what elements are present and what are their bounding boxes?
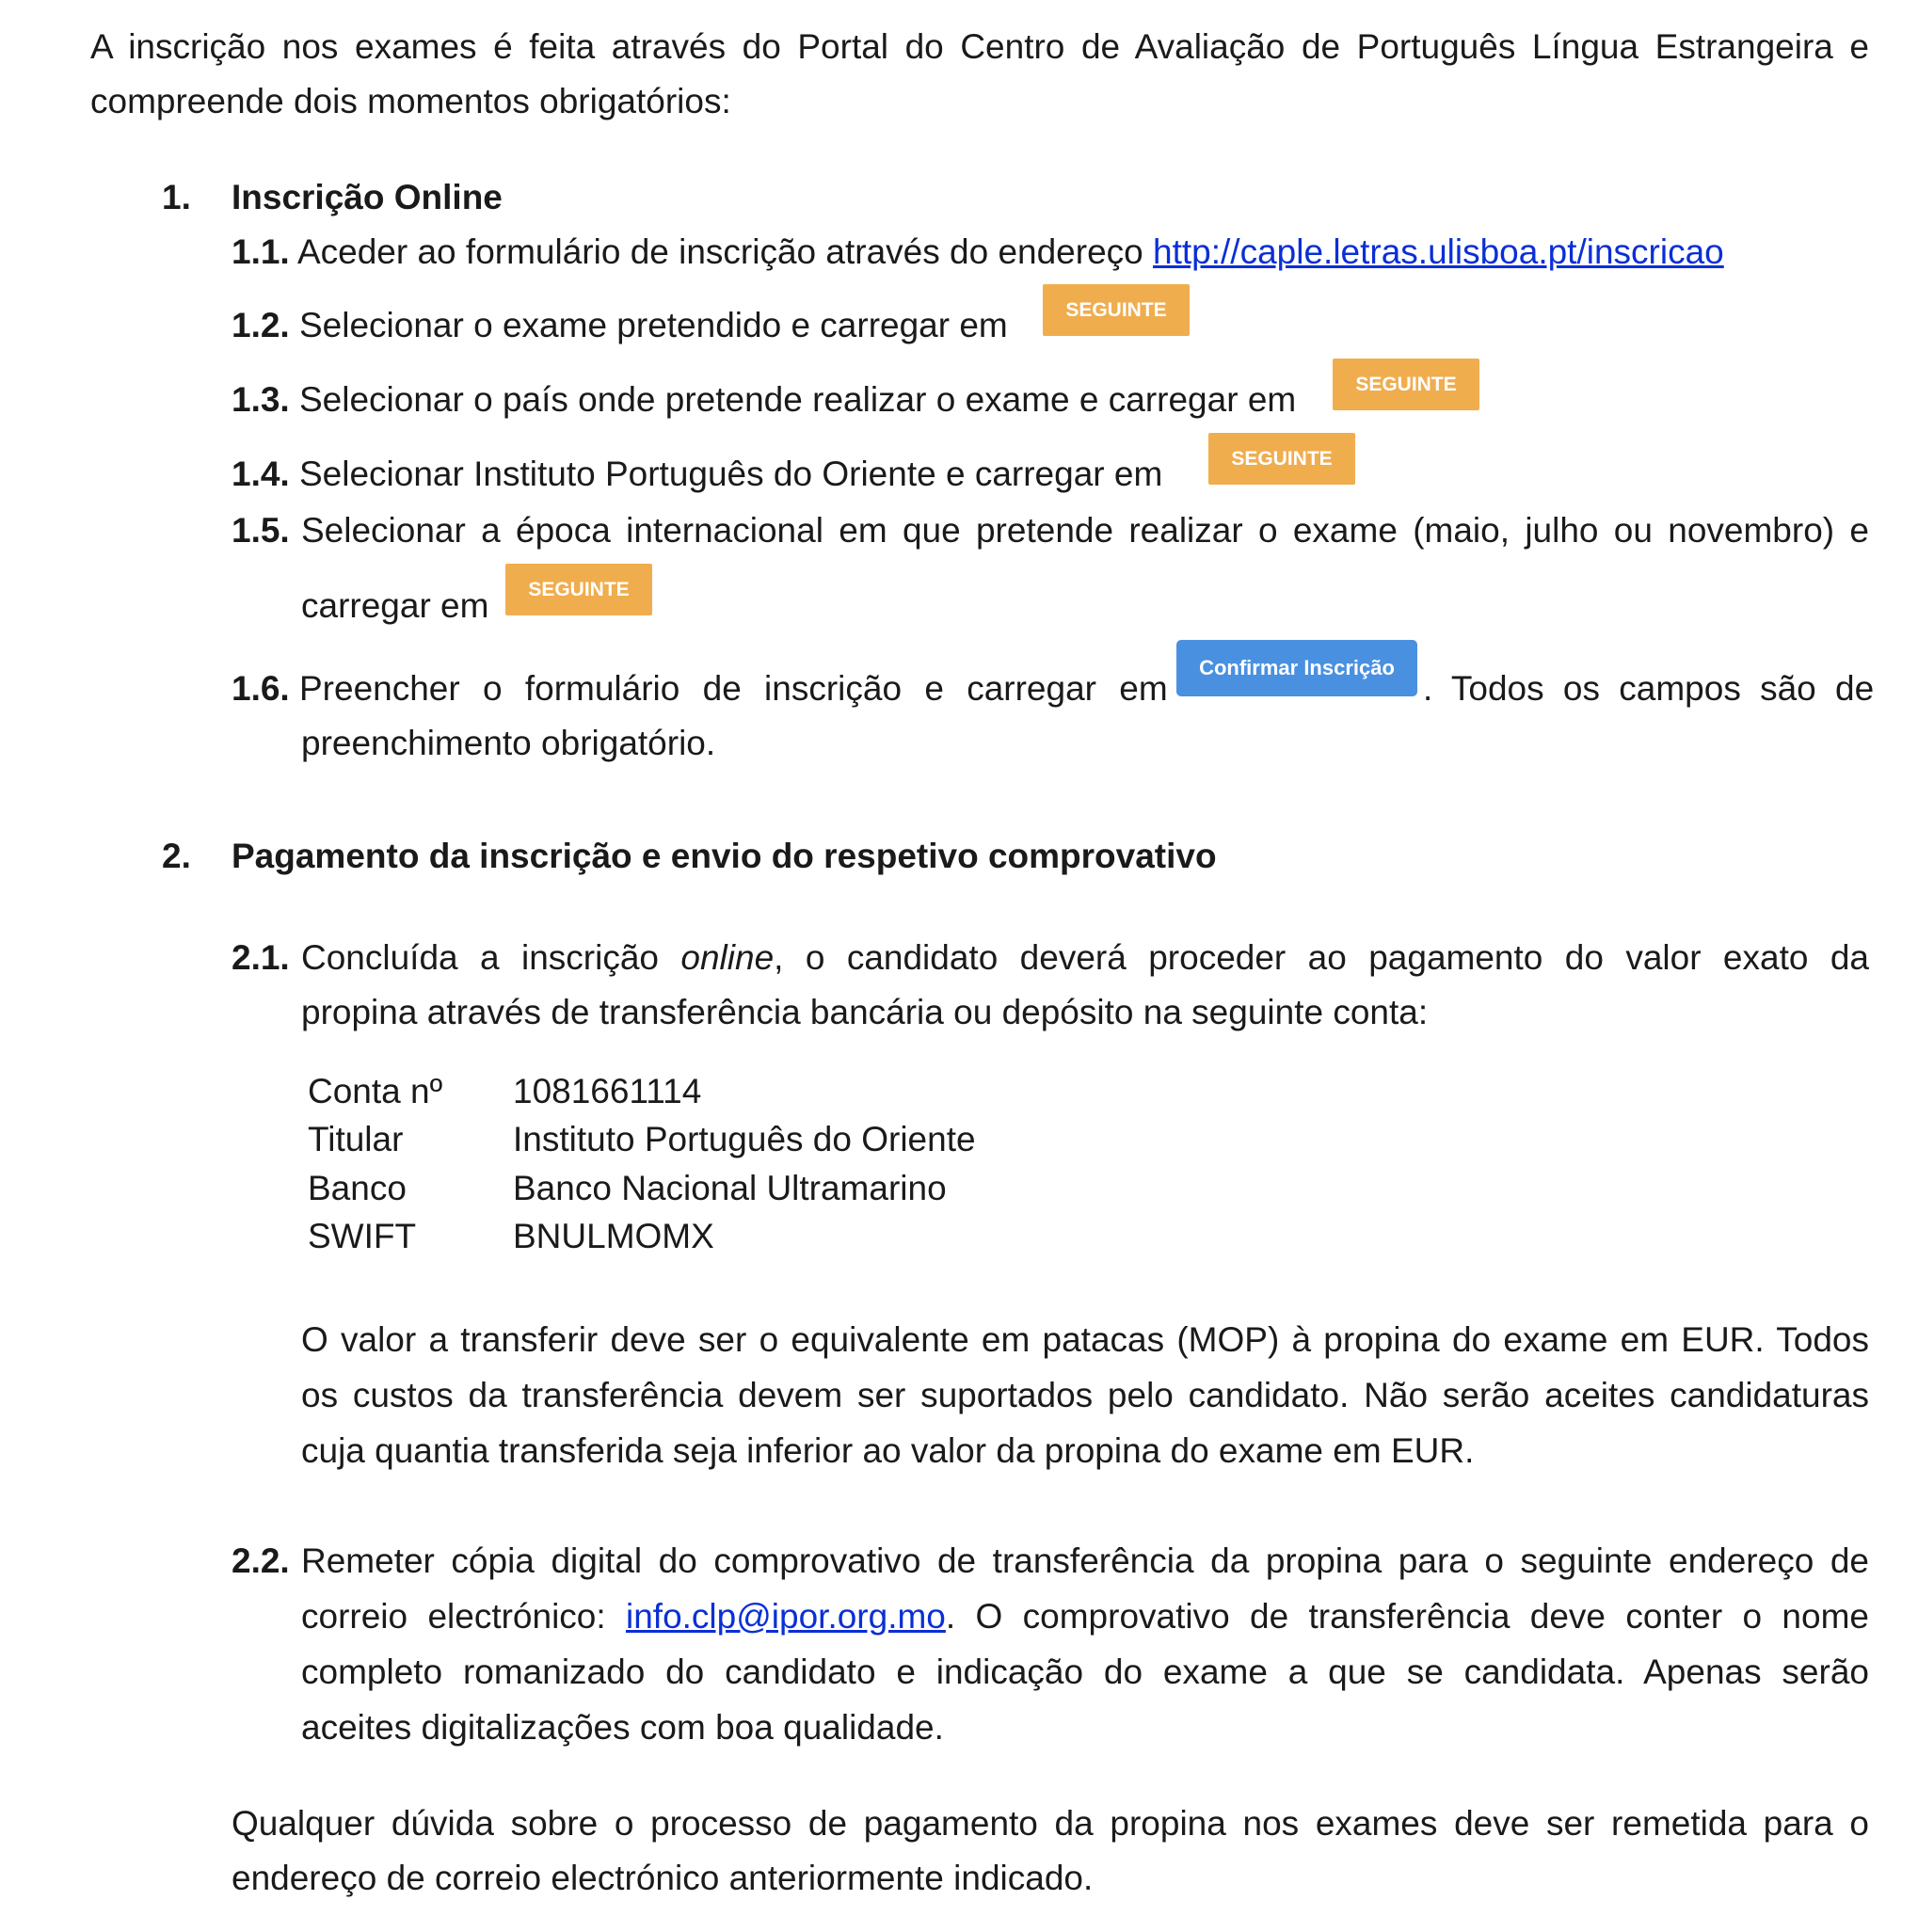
step-2-2-line1: Remeter cópia digital do comprovativo de transferência da propina para o seguinte endereço de: [301, 1541, 1869, 1580]
seguinte-button[interactable]: SEGUINTE: [505, 564, 652, 615]
step-text: Selecionar o exame pretendido e carregar em: [299, 306, 1008, 344]
step-1-5: [232, 506, 1869, 555]
step-text: Selecionar o país onde pretende realizar o exame e carregar em: [299, 380, 1297, 419]
account-label: Conta nº: [308, 1072, 443, 1110]
step-number: 2.2.: [232, 1541, 290, 1580]
account-value: 1081661114: [513, 1072, 702, 1110]
step-1-3: [232, 375, 1296, 424]
online-emphasis: online: [680, 938, 775, 977]
step-1-6: [232, 664, 1168, 713]
step-1-1: [232, 228, 1724, 277]
confirmar-inscricao-button[interactable]: Confirmar Inscrição: [1176, 640, 1417, 696]
note-line: O valor a transferir deve ser o equivalente em patacas (MOP) à propina do exame em EUR. Todos: [301, 1320, 1869, 1359]
note-line: cuja quantia transferida seja inferior ao valor da propina do exame em EUR.: [301, 1431, 1475, 1470]
step-number: 1.3.: [232, 380, 290, 419]
step-1-6-after: . Todos os campos são de: [1423, 669, 1875, 708]
account-value: Banco Nacional Ultramarino: [513, 1169, 947, 1207]
account-label: SWIFT: [308, 1217, 417, 1255]
note-line: os custos da transferência devem ser suportados pelo candidato. Não serão aceites candidaturas: [301, 1376, 1869, 1414]
step-text: correio electrónico:: [301, 1597, 626, 1636]
step-number: 1.2.: [232, 306, 290, 344]
email-link[interactable]: info.clp@ipor.org.mo: [626, 1597, 946, 1636]
step-number: 1.4.: [232, 455, 290, 493]
step-1-4: [232, 450, 1162, 499]
account-label: Titular: [308, 1120, 404, 1158]
step-text: . O comprovativo de transferência deve conter o nome: [945, 1597, 1869, 1636]
step-text: Concluída a inscrição: [301, 938, 681, 977]
seguinte-button[interactable]: SEGUINTE: [1208, 433, 1355, 485]
step-1-2: [232, 301, 1008, 350]
seguinte-button[interactable]: SEGUINTE: [1333, 359, 1479, 410]
step-1-5-cont: carregar em: [301, 586, 489, 625]
step-text: Selecionar Instituto Português do Oriente e carregar em: [299, 455, 1163, 493]
step-number: 2.1.: [232, 938, 290, 977]
step-2-1: [232, 934, 1869, 982]
step-text: Selecionar a época internacional em que pretende realizar o exame (maio, julho ou novembro) e: [301, 511, 1869, 550]
step-2-1-line2: propina através de transferência bancária ou depósito na seguinte conta:: [301, 993, 1429, 1031]
inscricao-link[interactable]: http://caple.letras.ulisboa.pt/inscricao: [1153, 232, 1724, 271]
step-2-2-line3: completo romanizado do candidato e indicação do exame a que se candidata. Apenas serão: [301, 1653, 1869, 1691]
account-label: Banco: [308, 1169, 407, 1207]
step-number: 1.1.: [232, 232, 290, 271]
step-1-6-cont: preenchimento obrigatório.: [301, 724, 716, 762]
seguinte-button[interactable]: SEGUINTE: [1043, 284, 1190, 336]
account-value: BNULMOMX: [513, 1217, 714, 1255]
step-text: Preencher o formulário de inscrição e carregar em: [299, 669, 1168, 708]
account-value: Instituto Português do Oriente: [513, 1120, 976, 1158]
step-text: Aceder ao formulário de inscrição através do endereço: [296, 232, 1154, 271]
step-text: , o candidato deverá proceder ao pagamento do valor exato da: [774, 938, 1869, 977]
section1-title: Inscrição Online: [232, 178, 503, 216]
step-2-2-line4: aceites digitalizações com boa qualidade.: [301, 1708, 944, 1747]
section2-number: 2.: [162, 837, 191, 875]
closing-line-2: endereço de correio electrónico anteriormente indicado.: [232, 1859, 1094, 1897]
step-2-1-line1: [301, 934, 1869, 982]
step-number: 1.6.: [232, 669, 290, 708]
step-2-2-line2: [301, 1592, 1869, 1641]
intro-line-2: compreende dois momentos obrigatórios:: [90, 82, 731, 120]
intro-line-1: A inscrição nos exames é feita através do Portal do Centro de Avaliação de Português Língua Estrangeira e: [90, 27, 1869, 66]
section1-number: 1.: [162, 178, 191, 216]
section2-title: Pagamento da inscrição e envio do respetivo comprovativo: [232, 837, 1217, 875]
step-2-2: [232, 1537, 1869, 1586]
closing-line-1: Qualquer dúvida sobre o processo de pagamento da propina nos exames deve ser remetida para o: [232, 1804, 1869, 1843]
step-number: 1.5.: [232, 511, 290, 550]
